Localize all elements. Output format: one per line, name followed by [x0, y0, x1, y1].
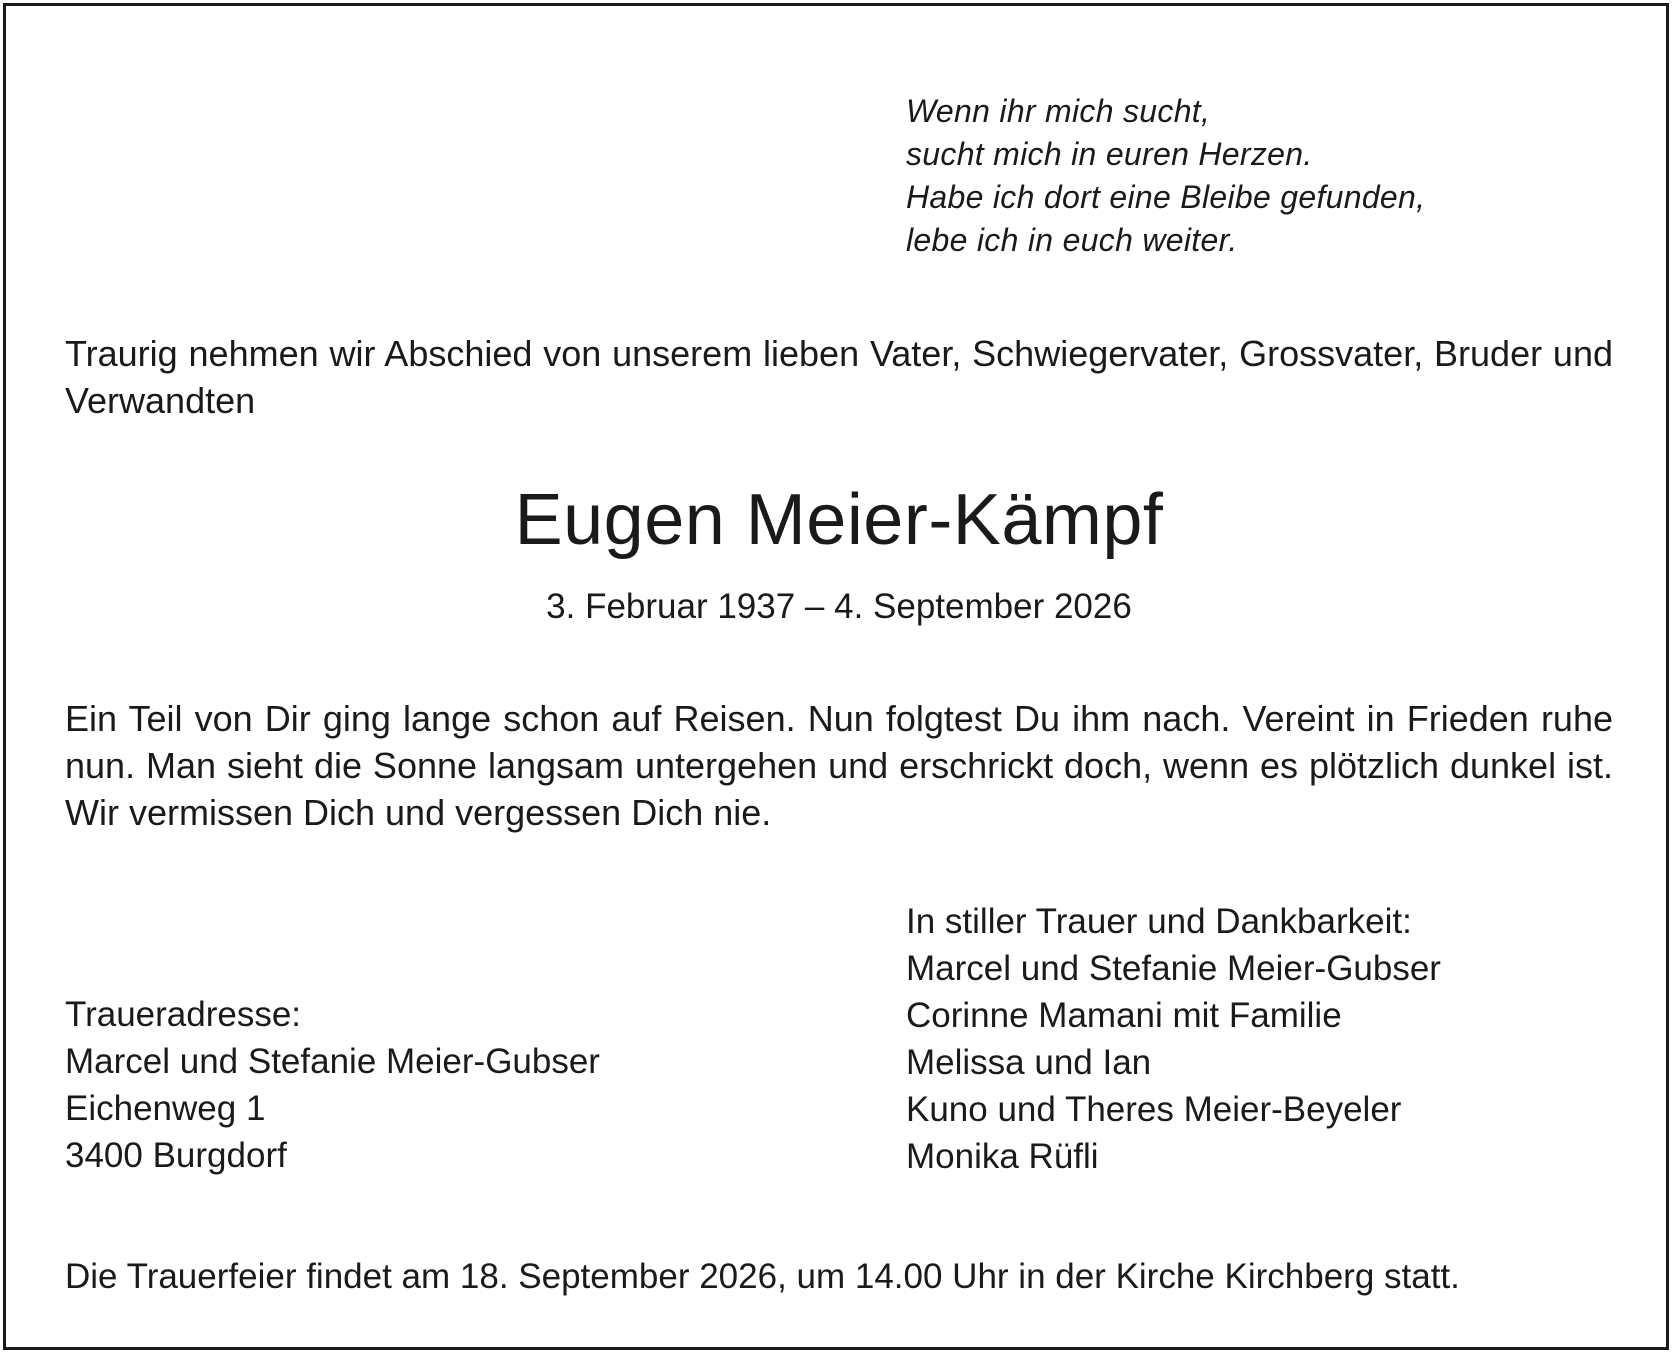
mourner-name: Corinne Mamani mit Familie	[906, 996, 1342, 1035]
farewell-message: Ein Teil von Dir ging lange schon auf Reisen. Nun folgtest Du ihm nach. Vereint in Frieden ruhe nun. Man sieht die Sonne langsam untergehen und erschrickt doch, wenn es plötzlich dunkel ist. Wir vermissen Dich und vergessen Dich nie.	[65, 698, 1613, 833]
intro-text: Traurig nehmen wir Abschied von unserem lieben Vater, Schwiegervater, Grossvater, Bruder und Verwandten	[65, 333, 1613, 421]
mourners-heading: In stiller Trauer und Dankbarkeit:	[906, 902, 1412, 941]
poem-line: lebe ich in euch weiter.	[906, 222, 1238, 258]
poem-line: Habe ich dort eine Bleibe gefunden,	[906, 179, 1426, 215]
mourner-name: Monika Rüfli	[906, 1137, 1099, 1176]
address-line: Eichenweg 1	[65, 1089, 266, 1128]
address-line: 3400 Burgdorf	[65, 1136, 287, 1175]
poem-line: Wenn ihr mich sucht,	[906, 93, 1211, 129]
deceased-name: Eugen Meier-Kämpf	[514, 480, 1164, 560]
mourner-name: Kuno und Theres Meier-Beyeler	[906, 1090, 1402, 1129]
poem-quote	[906, 90, 1425, 262]
funeral-service-info: Die Trauerfeier findet am 18. September 2026, um 14.00 Uhr in der Kirche Kirchberg statt.	[65, 1257, 1460, 1296]
poem-line: sucht mich in euren Herzen.	[906, 136, 1313, 172]
mourner-name: Marcel und Stefanie Meier-Gubser	[906, 949, 1441, 988]
mourning-address	[65, 991, 600, 1179]
mourner-name: Melissa und Ian	[906, 1043, 1152, 1082]
address-label: Traueradresse:	[65, 995, 302, 1034]
life-dates: 3. Februar 1937 – 4. September 2026	[546, 587, 1132, 626]
address-line: Marcel und Stefanie Meier-Gubser	[65, 1042, 600, 1081]
mourners-list	[906, 898, 1441, 1180]
